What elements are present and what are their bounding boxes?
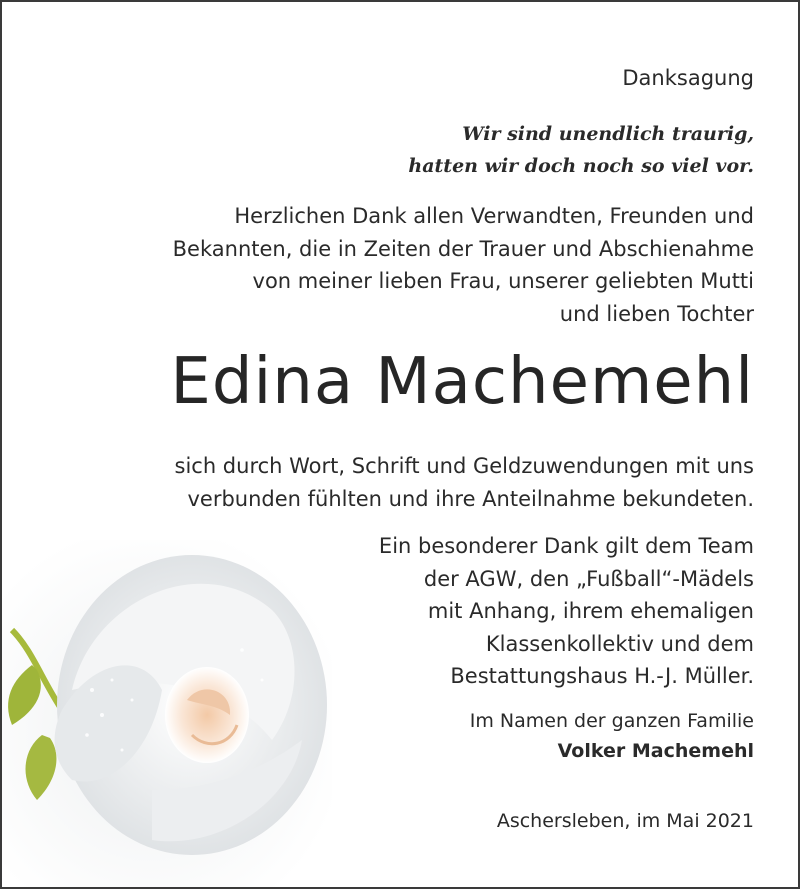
white-rose-icon — [2, 540, 332, 887]
intro-line: von meiner lieben Frau, unserer geliebten Mutti — [252, 269, 754, 293]
continuation-line: sich durch Wort, Schrift und Geldzuwendungen mit uns — [174, 454, 754, 478]
motto-line: hatten wir doch noch so viel vor. — [408, 155, 754, 177]
family-signature — [470, 706, 754, 766]
motto-line: Wir sind unendlich traurig, — [462, 123, 754, 145]
special-thanks-line: Ein besonderer Dank gilt dem Team — [378, 534, 754, 558]
special-thanks-line: mit Anhang, ihrem ehemaligen — [427, 599, 754, 623]
deceased-name: Edina Machemehl — [170, 345, 754, 419]
place-date: Aschersleben, im Mai 2021 — [496, 810, 754, 832]
intro-line: und lieben Tochter — [559, 301, 754, 326]
special-thanks — [379, 530, 754, 693]
special-thanks-line: Klassenkollektiv und dem — [485, 631, 754, 656]
intro-line: Bekannten, die in Zeiten der Trauer und Abschienahme — [172, 236, 754, 261]
intro-line: Herzlichen Dank allen Verwandten, Freunden und — [234, 204, 754, 228]
continuation-text — [175, 450, 755, 515]
special-thanks-line: Bestattungshaus H.-J. Müller. — [450, 664, 754, 688]
continuation-line: verbunden fühlten und ihre Anteilnahme bekundeten. — [187, 486, 754, 511]
signer-name: Volker Machemehl — [557, 740, 754, 762]
special-thanks-line: der AGW, den „Fußball“-Mädels — [423, 566, 754, 591]
notice-heading: Danksagung — [622, 66, 754, 90]
motto — [408, 118, 754, 182]
family-line: Im Namen der ganzen Familie — [469, 710, 754, 732]
intro-text — [173, 200, 754, 330]
